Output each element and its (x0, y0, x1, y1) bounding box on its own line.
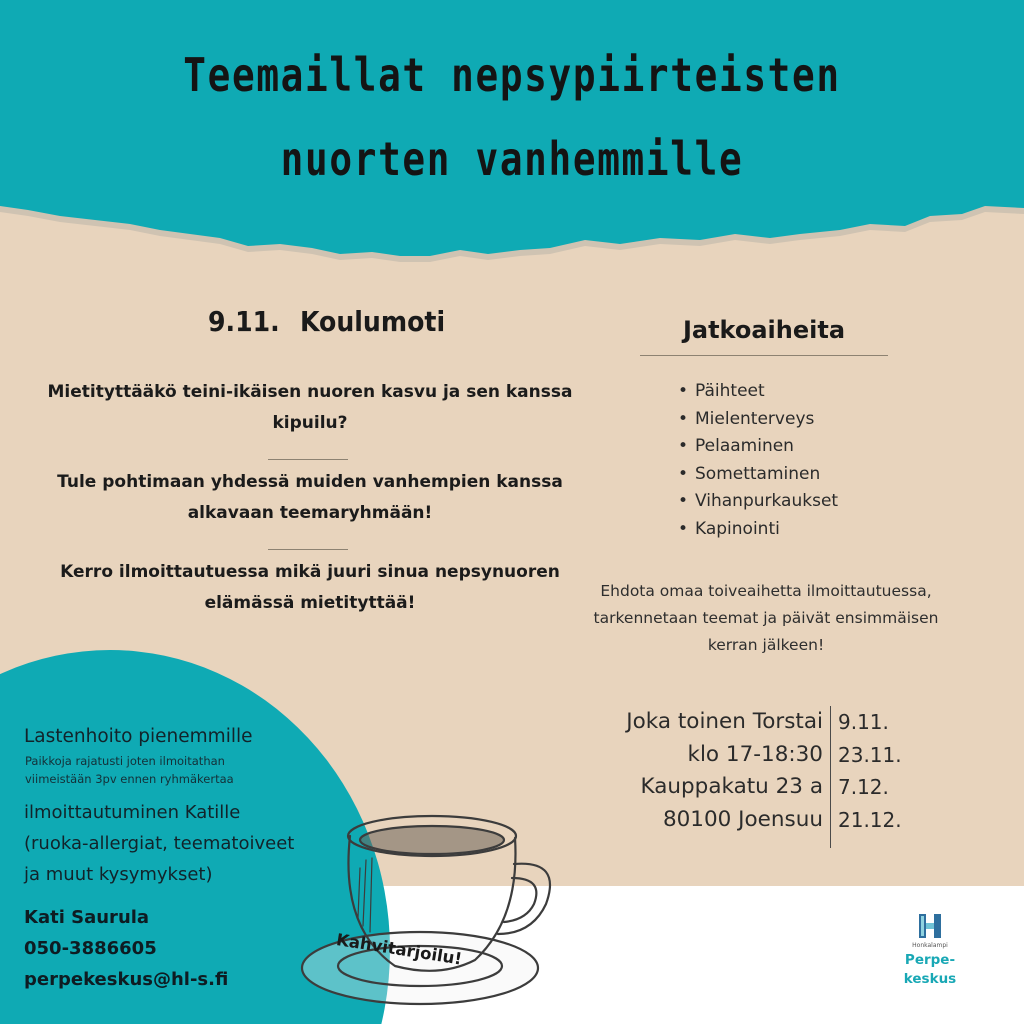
logo-name-line-1: Perpe- (904, 952, 956, 968)
honkalampi-h-icon (917, 912, 943, 940)
registration-hint: Kerro ilmoittautuessa mikä juuri sinua nepsynuoren elämässä mietityttää! (60, 562, 560, 613)
childcare-note-2: viimeistään 3pv ennen ryhmäkertaa (25, 772, 234, 786)
registration-line-2: (ruoka-allergiat, teematoiveet (24, 833, 295, 854)
topic-suggestion-text: Ehdota omaa toiveaihetta ilmoittautuessa, tarkennetaan teemat ja päivät ensimmäisen kerran jälkeen! (593, 582, 939, 654)
registration-line-1: ilmoittautuminen Katille (24, 802, 241, 823)
session-topic: Koulumoti (300, 305, 446, 338)
contact-email[interactable]: perpekeskus@hl-s.fi (24, 969, 229, 990)
schedule-date: 9.11. (838, 710, 889, 734)
childcare-heading: Lastenhoito pienemmille (24, 726, 253, 747)
divider-2 (268, 549, 348, 550)
list-item: • Päihteet (678, 378, 838, 406)
page-title (0, 48, 1024, 186)
logo-name-line-2: keskus (903, 971, 957, 987)
contact-phone[interactable]: 050-3886605 (24, 938, 157, 959)
divider-1 (268, 459, 348, 460)
list-item: • Kapinointi (678, 516, 838, 544)
schedule-details (560, 706, 823, 836)
coffee-served-label: Kahvitarjoilu! (335, 930, 464, 969)
contact-name: Kati Saurula (24, 907, 150, 928)
schedule-frequency: Joka toinen Torstai (626, 709, 823, 734)
title-line-1: Teemaillat nepsypiirteisten (183, 48, 841, 102)
schedule-separator (830, 706, 831, 848)
schedule-time: klo 17-18:30 (687, 741, 823, 767)
session-date: 9.11. (208, 305, 280, 338)
list-item: • Mielenterveys (678, 406, 838, 434)
schedule-date: 21.12. (838, 807, 902, 832)
list-item: • Vihanpurkaukset (678, 488, 838, 516)
list-item: • Somettaminen (678, 461, 838, 489)
schedule-city: 80100 Joensuu (662, 806, 823, 832)
followup-title: Jatkoaiheita (682, 316, 846, 344)
perpekeskus-logo (895, 912, 965, 987)
schedule-date: 7.12. (838, 775, 889, 799)
logo-org-name: Honkalampi (912, 942, 948, 949)
schedule-date: 23.11. (838, 742, 902, 767)
registration-info (24, 797, 364, 890)
title-line-2: nuorten vanhemmille (280, 132, 744, 186)
registration-line-3: ja muut kysymykset) (24, 864, 213, 885)
schedule-street: Kauppakatu 23 a (640, 774, 823, 799)
schedule-dates (838, 706, 902, 836)
list-item: • Pelaaminen (678, 433, 838, 461)
followup-list (678, 378, 838, 543)
invitation-text: Tule pohtimaan yhdessä muiden vanhempien kanssa alkavaan teemaryhmään! (57, 472, 563, 523)
followup-divider (640, 355, 888, 356)
childcare-note-1: Paikkoja rajatusti joten ilmoitathan (25, 754, 225, 768)
contact-block (24, 902, 228, 995)
intro-question: Mietityttääkö teini-ikäisen nuoren kasvu ja sen kanssa kipuilu? (47, 382, 573, 433)
